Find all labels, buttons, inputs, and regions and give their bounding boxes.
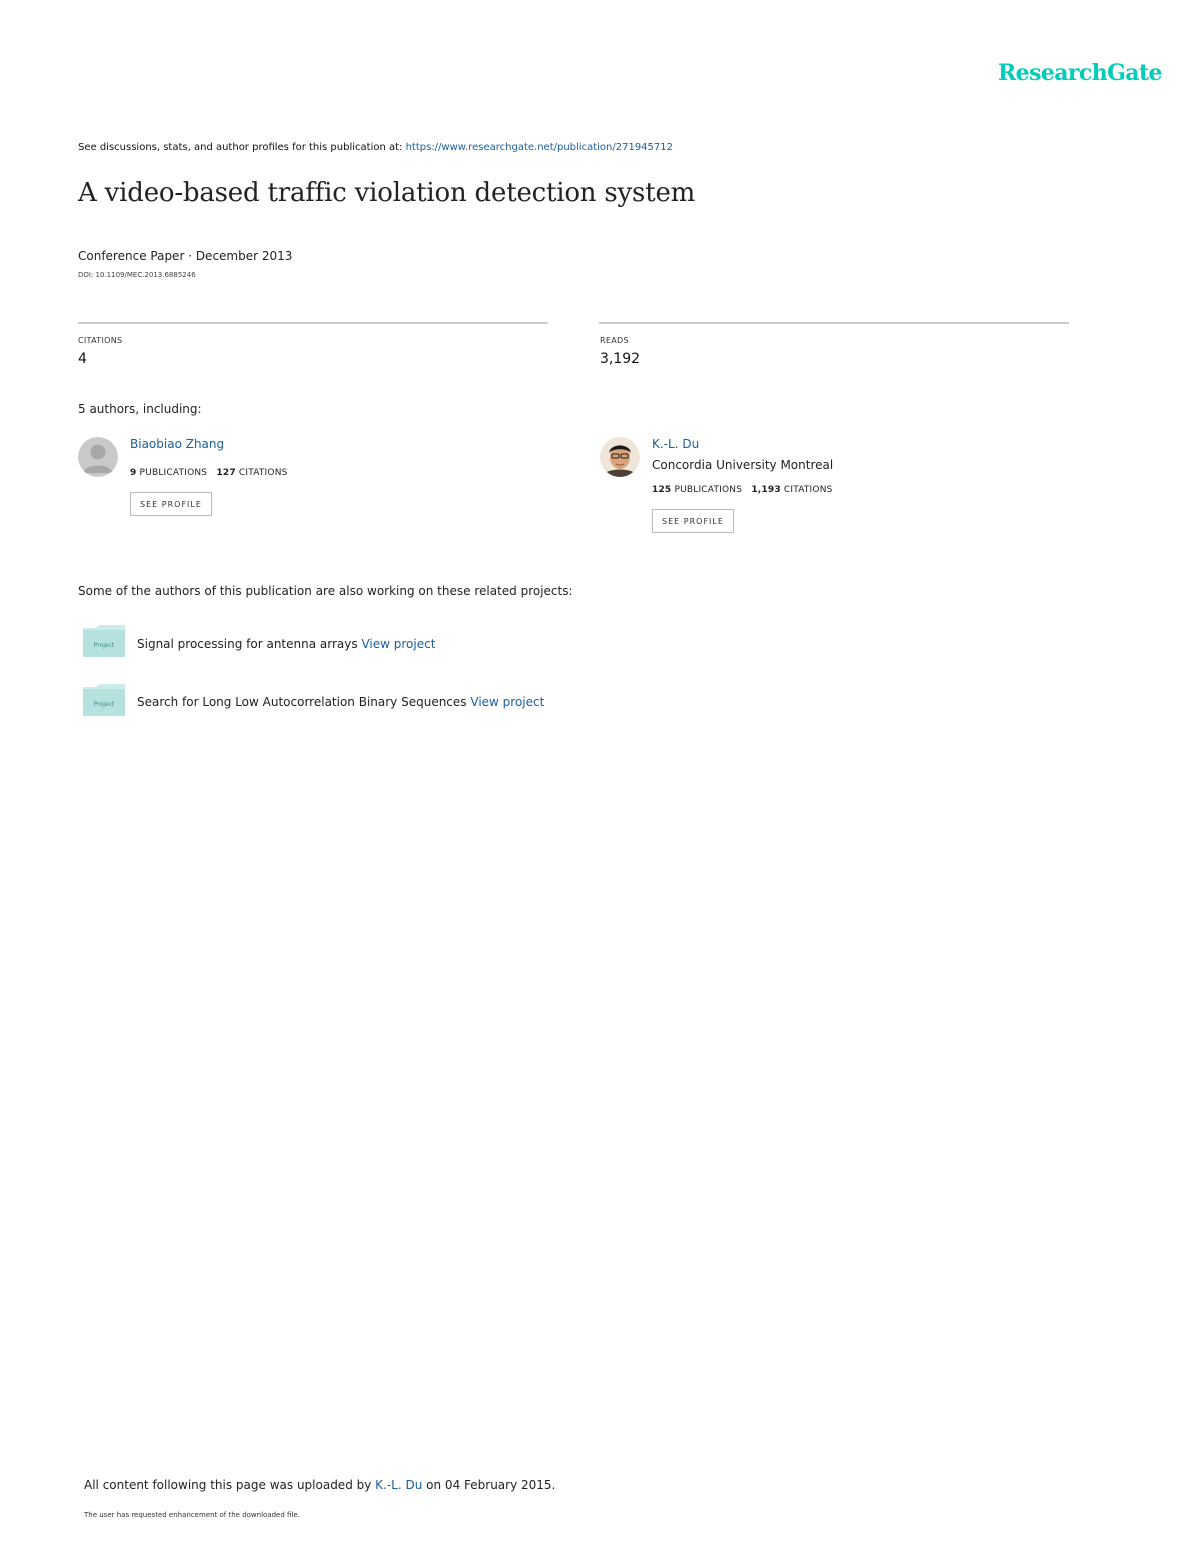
divider-citations <box>78 322 548 324</box>
author-name-link[interactable]: K.-L. Du <box>652 437 700 451</box>
authors-heading: 5 authors, including: <box>78 402 202 416</box>
reads-label: READS <box>600 336 629 345</box>
researchgate-logo[interactable]: ResearchGate <box>998 60 1162 86</box>
author-affiliation: Concordia University Montreal <box>652 458 834 472</box>
project-title: Signal processing for antenna arrays <box>137 637 358 651</box>
view-project-link[interactable]: View project <box>361 637 436 651</box>
author-photo-icon[interactable] <box>600 437 640 477</box>
paper-type-date: Conference Paper · December 2013 <box>78 249 293 263</box>
citations-label: CITATIONS <box>78 336 123 345</box>
avatar-placeholder-icon[interactable] <box>78 437 118 477</box>
upload-prefix: All content following this page was uploaded by <box>84 1478 376 1492</box>
intro-line <box>78 142 673 153</box>
project-icon-label: Project <box>93 701 115 708</box>
uploader-link[interactable]: K.-L. Du <box>375 1478 423 1492</box>
project-item <box>137 637 435 651</box>
author-stats <box>652 485 833 495</box>
author-stats <box>130 468 288 478</box>
publications-label: PUBLICATIONS <box>674 485 743 495</box>
project-item <box>137 695 544 709</box>
citations-value: 4 <box>78 351 87 367</box>
see-profile-button[interactable]: SEE PROFILE <box>130 492 212 516</box>
publication-url-link[interactable]: https://www.researchgate.net/publication/271945712 <box>405 142 673 153</box>
projects-heading: Some of the authors of this publication are also working on these related projects: <box>78 584 573 598</box>
upload-suffix: on 04 February 2015. <box>422 1478 556 1492</box>
project-icon-label: Project <box>93 642 115 649</box>
author-name-link[interactable]: Biaobiao Zhang <box>130 437 225 451</box>
author-citations-count: 1,193 <box>751 485 781 495</box>
project-folder-icon <box>82 624 126 658</box>
author-publications-count: 125 <box>652 485 672 495</box>
citations-label: CITATIONS <box>783 485 833 495</box>
divider-reads <box>599 322 1069 324</box>
upload-notice <box>84 1478 555 1492</box>
reads-value: 3,192 <box>600 351 641 367</box>
author-publications-count: 9 <box>130 468 137 478</box>
view-project-link[interactable]: View project <box>470 695 545 709</box>
see-profile-button[interactable]: SEE PROFILE <box>652 509 734 533</box>
page-title: A video-based traffic violation detection system <box>78 178 696 208</box>
enhancement-note: The user has requested enhancement of the downloaded file. <box>84 1511 300 1519</box>
publications-label: PUBLICATIONS <box>139 468 208 478</box>
citations-label: CITATIONS <box>238 468 288 478</box>
project-title: Search for Long Low Autocorrelation Binary Sequences <box>137 695 467 709</box>
author-citations-count: 127 <box>216 468 236 478</box>
intro-text: See discussions, stats, and author profiles for this publication at: <box>78 142 406 153</box>
project-folder-icon <box>82 683 126 717</box>
doi[interactable]: DOI: 10.1109/MEC.2013.6885246 <box>78 271 196 279</box>
